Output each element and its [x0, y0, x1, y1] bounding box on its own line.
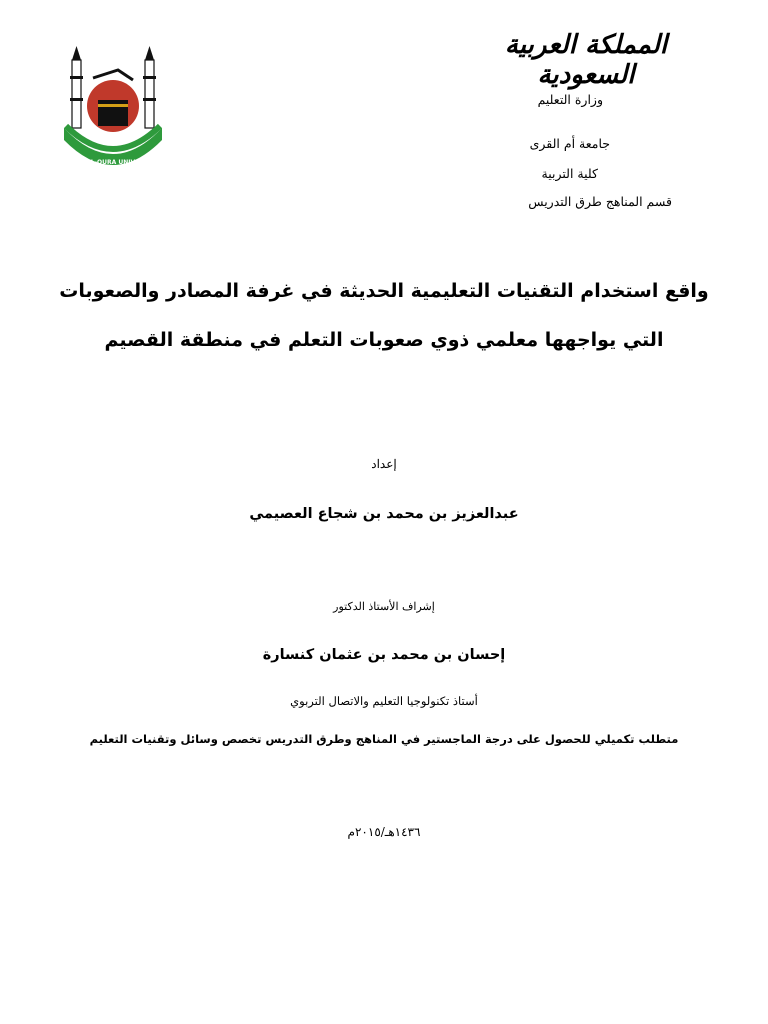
supervisor-title: أستاذ تكنولوجيا التعليم والاتصال التربوي: [290, 694, 478, 708]
degree-requirement: متطلب تكميلي للحصول على درجة الماجستير في المناهج وطرق التدريس تخصص وسائل وتقنيات التعليم: [89, 732, 679, 746]
prepared-by-label: إعداد: [371, 457, 397, 471]
university-logo: [58, 40, 168, 174]
document-date: ١٤٣٦هـ/٢٠١٥م: [347, 825, 421, 839]
thesis-title-line-2: التي يواجهها معلمي ذوي صعوبات التعلم في منطقة القصيم: [104, 329, 664, 351]
logo-text: UMM AL-QURA UNIVERSITY: [67, 159, 159, 166]
supervisor-name: إحسان بن محمد بن عثمان كنسارة: [262, 647, 506, 663]
ministry-name: وزارة التعليم: [537, 92, 603, 107]
supervision-label: إشراف الأستاذ الدكتور: [333, 600, 435, 613]
kingdom-name: المملكة العربية السعودية: [504, 30, 668, 90]
thesis-title-line-1: واقع استخدام التقنيات التعليمية الحديثة في غرفة المصادر والصعوبات: [59, 280, 709, 302]
university-name: جامعة أم القرى: [529, 136, 610, 151]
department-name: قسم المناهج طرق التدريس: [528, 194, 672, 209]
author-name: عبدالعزيز بن محمد بن شجاع العصيمي: [249, 506, 519, 522]
college-name: كلية التربية: [541, 166, 598, 181]
